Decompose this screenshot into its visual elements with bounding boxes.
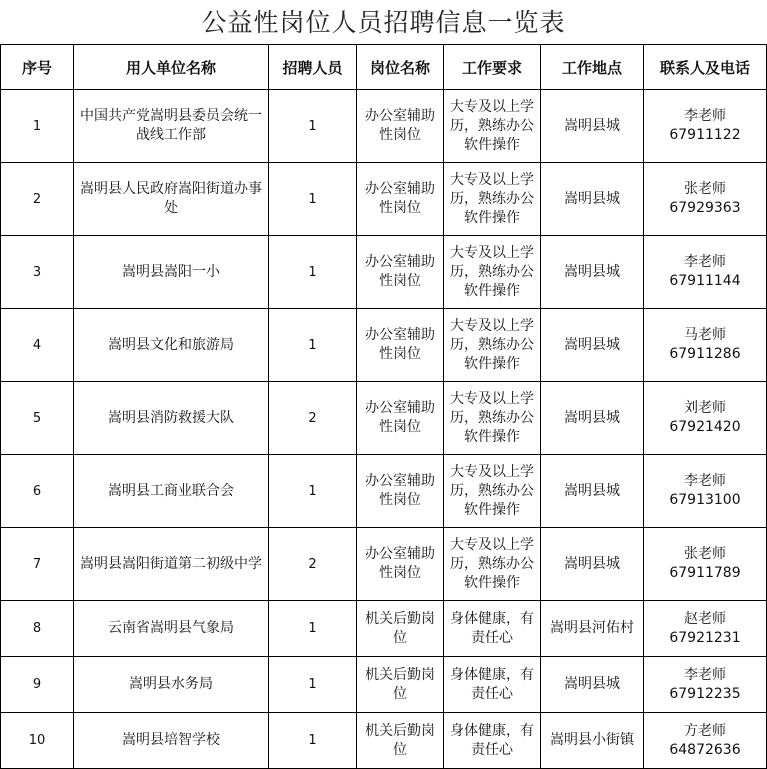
table-row bbox=[1, 309, 767, 382]
cell-location: 嵩明县小街镇 bbox=[541, 713, 644, 769]
page-title: 公益性岗位人员招聘信息一览表 bbox=[201, 8, 566, 37]
cell-position: 机关后勤岗位 bbox=[357, 657, 444, 713]
table-row bbox=[1, 601, 767, 657]
cell-contact bbox=[644, 236, 767, 309]
contact-phone: 67929363 bbox=[669, 200, 741, 216]
cell-location: 嵩明县城 bbox=[541, 528, 644, 601]
cell-requirement: 大专及以上学历，熟练办公软件操作 bbox=[444, 163, 541, 236]
cell-unit: 中国共产党嵩明县委员会统一战线工作部 bbox=[74, 90, 269, 163]
cell-no: 10 bbox=[1, 713, 74, 769]
table-header-row bbox=[1, 45, 767, 90]
cell-unit: 嵩明县水务局 bbox=[74, 657, 269, 713]
cell-contact bbox=[644, 657, 767, 713]
cell-location: 嵩明县城 bbox=[541, 657, 644, 713]
contact-name: 马老师 bbox=[684, 327, 726, 343]
cell-contact bbox=[644, 528, 767, 601]
cell-requirement: 身体健康，有责任心 bbox=[444, 657, 541, 713]
cell-unit: 嵩明县消防救援大队 bbox=[74, 382, 269, 455]
cell-location: 嵩明县城 bbox=[541, 382, 644, 455]
contact-name: 李老师 bbox=[684, 473, 726, 489]
cell-contact bbox=[644, 713, 767, 769]
cell-no: 5 bbox=[1, 382, 74, 455]
contact-phone: 67911144 bbox=[669, 273, 741, 289]
contact-phone: 64872636 bbox=[669, 741, 741, 758]
cell-unit: 嵩明县人民政府嵩阳街道办事处 bbox=[74, 163, 269, 236]
cell-requirement: 大专及以上学历，熟练办公软件操作 bbox=[444, 382, 541, 455]
cell-location: 嵩明县河佑村 bbox=[541, 601, 644, 657]
cell-location: 嵩明县城 bbox=[541, 90, 644, 163]
cell-position: 办公室辅助性岗位 bbox=[357, 236, 444, 309]
cell-unit: 嵩明县培智学校 bbox=[74, 713, 269, 769]
cell-requirement: 大专及以上学历，熟练办公软件操作 bbox=[444, 90, 541, 163]
cell-count: 1 bbox=[269, 713, 357, 769]
table-row bbox=[1, 657, 767, 713]
cell-requirement: 大专及以上学历，熟练办公软件操作 bbox=[444, 455, 541, 528]
cell-count: 1 bbox=[269, 236, 357, 309]
cell-count: 2 bbox=[269, 382, 357, 455]
cell-count: 1 bbox=[269, 601, 357, 657]
cell-count: 1 bbox=[269, 455, 357, 528]
table-row bbox=[1, 455, 767, 528]
header-unit: 用人单位名称 bbox=[74, 45, 269, 90]
header-contact: 联系人及电话 bbox=[644, 45, 767, 90]
cell-requirement: 大专及以上学历，熟练办公软件操作 bbox=[444, 236, 541, 309]
header-location: 工作地点 bbox=[541, 45, 644, 90]
header-no: 序号 bbox=[1, 45, 74, 90]
cell-position: 机关后勤岗位 bbox=[357, 601, 444, 657]
cell-contact bbox=[644, 163, 767, 236]
cell-location: 嵩明县城 bbox=[541, 309, 644, 382]
cell-position: 办公室辅助性岗位 bbox=[357, 455, 444, 528]
contact-phone: 67921231 bbox=[669, 629, 741, 646]
cell-requirement: 身体健康，有责任心 bbox=[444, 601, 541, 657]
contact-name: 李老师 bbox=[684, 108, 726, 124]
cell-no: 3 bbox=[1, 236, 74, 309]
contact-phone: 67912235 bbox=[669, 685, 741, 702]
cell-position: 办公室辅助性岗位 bbox=[357, 90, 444, 163]
cell-unit: 嵩明县文化和旅游局 bbox=[74, 309, 269, 382]
cell-unit: 嵩明县嵩阳街道第二初级中学 bbox=[74, 528, 269, 601]
cell-position: 办公室辅助性岗位 bbox=[357, 163, 444, 236]
cell-unit: 云南省嵩明县气象局 bbox=[74, 601, 269, 657]
table-row bbox=[1, 163, 767, 236]
cell-contact bbox=[644, 309, 767, 382]
cell-location: 嵩明县城 bbox=[541, 163, 644, 236]
cell-count: 1 bbox=[269, 309, 357, 382]
cell-contact bbox=[644, 382, 767, 455]
contact-phone: 67913100 bbox=[669, 492, 741, 508]
cell-requirement: 大专及以上学历，熟练办公软件操作 bbox=[444, 528, 541, 601]
cell-count: 2 bbox=[269, 528, 357, 601]
header-requirement: 工作要求 bbox=[444, 45, 541, 90]
cell-count: 1 bbox=[269, 163, 357, 236]
cell-no: 1 bbox=[1, 90, 74, 163]
table-row bbox=[1, 713, 767, 769]
cell-count: 1 bbox=[269, 657, 357, 713]
recruitment-table bbox=[0, 44, 767, 769]
table-row bbox=[1, 382, 767, 455]
contact-phone: 67911286 bbox=[669, 346, 741, 362]
table-row bbox=[1, 90, 767, 163]
cell-no: 7 bbox=[1, 528, 74, 601]
contact-name: 赵老师 bbox=[684, 610, 726, 627]
cell-position: 办公室辅助性岗位 bbox=[357, 528, 444, 601]
cell-position: 办公室辅助性岗位 bbox=[357, 309, 444, 382]
contact-name: 李老师 bbox=[684, 666, 726, 683]
contact-name: 刘老师 bbox=[684, 400, 726, 416]
cell-unit: 嵩明县嵩阳一小 bbox=[74, 236, 269, 309]
header-count: 招聘人员 bbox=[269, 45, 357, 90]
cell-no: 4 bbox=[1, 309, 74, 382]
cell-position: 办公室辅助性岗位 bbox=[357, 382, 444, 455]
cell-location: 嵩明县城 bbox=[541, 455, 644, 528]
cell-no: 8 bbox=[1, 601, 74, 657]
cell-location: 嵩明县城 bbox=[541, 236, 644, 309]
contact-phone: 67911122 bbox=[669, 127, 741, 143]
cell-no: 6 bbox=[1, 455, 74, 528]
contact-name: 张老师 bbox=[684, 181, 726, 197]
cell-contact bbox=[644, 90, 767, 163]
contact-phone: 67911789 bbox=[669, 565, 741, 581]
contact-name: 方老师 bbox=[684, 722, 726, 739]
contact-name: 张老师 bbox=[684, 546, 726, 562]
contact-name: 李老师 bbox=[684, 254, 726, 270]
cell-requirement: 大专及以上学历，熟练办公软件操作 bbox=[444, 309, 541, 382]
cell-position: 机关后勤岗位 bbox=[357, 713, 444, 769]
table-row bbox=[1, 528, 767, 601]
header-position: 岗位名称 bbox=[357, 45, 444, 90]
contact-phone: 67921420 bbox=[669, 419, 741, 435]
cell-unit: 嵩明县工商业联合会 bbox=[74, 455, 269, 528]
cell-requirement: 身体健康，有责任心 bbox=[444, 713, 541, 769]
cell-no: 2 bbox=[1, 163, 74, 236]
table-row bbox=[1, 236, 767, 309]
cell-contact bbox=[644, 601, 767, 657]
cell-no: 9 bbox=[1, 657, 74, 713]
cell-count: 1 bbox=[269, 90, 357, 163]
cell-contact bbox=[644, 455, 767, 528]
